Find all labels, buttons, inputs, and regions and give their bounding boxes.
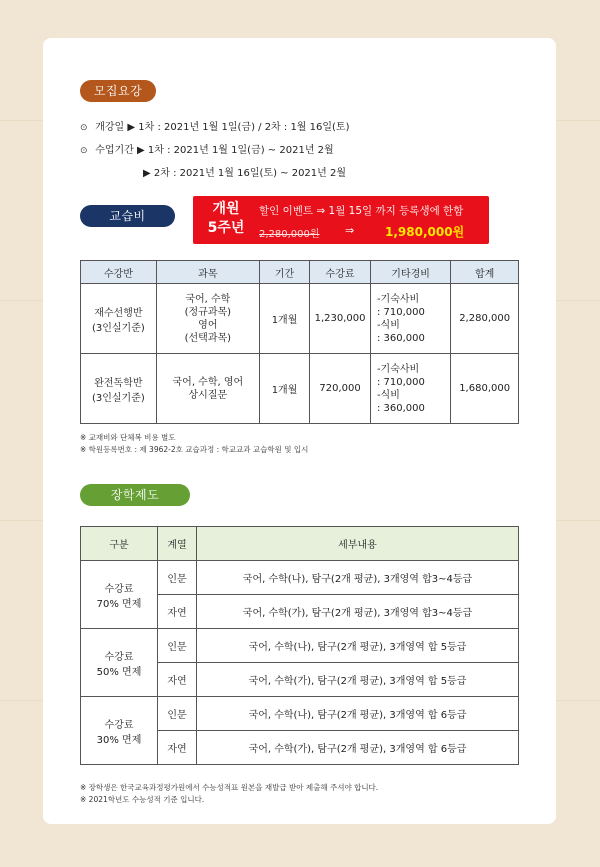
table-row: [81, 697, 519, 731]
detail: 국어, 수학(가), 탐구(2개 평균), 3개영역 합 5등급: [197, 663, 519, 697]
fees-title-badge: 교습비: [80, 205, 175, 227]
triangle-icon: ▶: [137, 145, 145, 156]
class-name: 완전독학반 (3인실기준): [81, 354, 157, 424]
arrow-icon: ⇒: [345, 224, 355, 237]
period-2-text: 2차 : 2021년 1월 16일(토) ~ 2021년 2월: [153, 168, 347, 179]
extra-costs: -기숙사비 : 710,000 -식비 : 360,000: [370, 354, 450, 424]
fee-table-header: [81, 261, 519, 284]
tuition: 1,230,000: [310, 284, 371, 354]
open-date-label: 개강일: [95, 122, 125, 133]
col-header: 구분: [81, 527, 158, 561]
period-label: 수업기간: [95, 145, 134, 156]
open-date-line: [80, 118, 350, 133]
discount-event-banner: [193, 196, 489, 244]
scholarship-note-1: ※ 장학생은 한국교육과정평가원에서 수능성적표 원본을 재발급 받아 제출해 주셔야 합니다.: [80, 783, 379, 792]
discounted-price: 1,980,000원: [385, 225, 465, 239]
col-header: 수강료: [310, 261, 371, 284]
class-name: 재수선행반 (3인실기준): [81, 284, 157, 354]
detail: 국어, 수학(나), 탐구(2개 평균), 3개영역 합 6등급: [197, 697, 519, 731]
open-date-text: 1차 : 2021년 1월 1일(금) / 2차 : 1월 16일(토): [138, 122, 350, 133]
subjects: 국어, 수학 (정규과목) 영어 (선택과목): [156, 284, 259, 354]
discount-group-label: 수강료 70% 면제: [81, 561, 158, 629]
detail: 국어, 수학(나), 탐구(2개 평균), 3개영역 합3~4등급: [197, 561, 519, 595]
scholarship-note-2: ※ 2021학년도 수능성적 기준 입니다.: [80, 795, 205, 804]
period-line-1: [80, 141, 334, 156]
track: 자연: [158, 731, 197, 765]
bullet-icon: ⊙: [80, 123, 88, 133]
table-row: [81, 354, 519, 424]
period-1-text: 1차 : 2021년 1월 1일(금) ~ 2021년 2월: [147, 145, 334, 156]
subjects: 국어, 수학, 영어 상시질문: [156, 354, 259, 424]
track: 인문: [158, 697, 197, 731]
fee-table: [80, 260, 519, 424]
fee-note-1: ※ 교재비와 단체복 비용 별도: [80, 433, 176, 442]
recruit-title-badge: 모집요강: [80, 80, 156, 102]
col-header: 합계: [451, 261, 519, 284]
table-row: [81, 629, 519, 663]
content-card: [43, 38, 556, 824]
triangle-icon: ▶: [143, 168, 151, 179]
table-row: [81, 561, 519, 595]
scholarship-table-header: [81, 527, 519, 561]
discount-group-label: 수강료 30% 면제: [81, 697, 158, 765]
track: 인문: [158, 561, 197, 595]
period-line-2: [143, 164, 346, 179]
total: 1,680,000: [451, 354, 519, 424]
col-header: 기타경비: [370, 261, 450, 284]
col-header: 기간: [259, 261, 309, 284]
period: 1개월: [259, 284, 309, 354]
tuition: 720,000: [310, 354, 371, 424]
track: 자연: [158, 663, 197, 697]
table-row: [81, 284, 519, 354]
scholarship-table: [80, 526, 519, 765]
event-title: 할인 이벤트 ⇒ 1월 15일 까지 등록생에 한함: [259, 205, 464, 217]
discount-group-label: 수강료 50% 면제: [81, 629, 158, 697]
col-header: 계열: [158, 527, 197, 561]
fee-note-2: ※ 학원등록번호 : 제 3962-2호 교습과정 : 학교교과 교습학원 및 입시: [80, 445, 309, 454]
original-price: 2,280,000원: [259, 229, 320, 240]
col-header: 과목: [156, 261, 259, 284]
triangle-icon: ▶: [127, 122, 136, 133]
track: 인문: [158, 629, 197, 663]
col-header: 세부내용: [197, 527, 519, 561]
period: 1개월: [259, 354, 309, 424]
detail: 국어, 수학(가), 탐구(2개 평균), 3개영역 합3~4등급: [197, 595, 519, 629]
col-header: 수강반: [81, 261, 157, 284]
scholarship-title-badge: 장학제도: [80, 484, 190, 506]
extra-costs: -기숙사비 : 710,000 -식비 : 360,000: [370, 284, 450, 354]
anniversary-label: 개원 5주년: [207, 201, 245, 236]
detail: 국어, 수학(나), 탐구(2개 평균), 3개영역 합 5등급: [197, 629, 519, 663]
detail: 국어, 수학(가), 탐구(2개 평균), 3개영역 합 6등급: [197, 731, 519, 765]
track: 자연: [158, 595, 197, 629]
total: 2,280,000: [451, 284, 519, 354]
bullet-icon: ⊙: [80, 146, 88, 156]
